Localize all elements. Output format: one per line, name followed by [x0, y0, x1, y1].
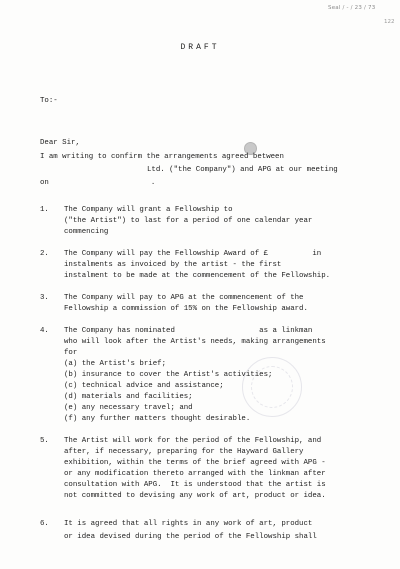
clause-4-item-f: (f) any further matters thought desirable.: [64, 415, 251, 423]
clause-2-line-3: instalment to be made at the commencement of the Fellowship.: [64, 272, 331, 280]
clause-4-line-2: who will look after the Artist's needs, making arrangements: [64, 338, 326, 346]
intro-line-3: on .: [40, 179, 156, 187]
clause-4-item-c: (c) technical advice and assistance;: [64, 382, 224, 390]
clause-5-line-1: The Artist will work for the period of the Fellowship, and: [64, 437, 322, 445]
clause-5-line-2: after, if necessary, preparing for the Hayward Gallery: [64, 448, 304, 456]
clause-4-item-d: (d) materials and facilities;: [64, 393, 193, 401]
clause-5-number: 5.: [40, 437, 49, 445]
clause-3-line-1: The Company will pay to APG at the commencement of the: [64, 294, 304, 302]
clause-5-line-3: exhibition, within the terms of the brief agreed with APG -: [64, 459, 326, 467]
clause-1-line-1: The Company will grant a Fellowship to: [64, 206, 233, 214]
clause-6-number: 6.: [40, 520, 49, 528]
clause-4-line-3: for: [64, 349, 78, 357]
clause-6-line-1: It is agreed that all rights in any work of art, product: [64, 520, 313, 528]
clause-5-line-5: consultation with APG. It is understood that the artist is: [64, 481, 326, 489]
salutation: Dear Sir,: [40, 139, 80, 147]
intro-line-2: Ltd. ("the Company") and APG at our meeting: [147, 166, 338, 174]
clause-2-number: 2.: [40, 250, 49, 258]
archive-reference: Seal / - / 23 / 73: [328, 5, 376, 11]
clause-1-line-2: ("the Artist") to last for a period of one calendar year: [64, 217, 313, 225]
clause-3-number: 3.: [40, 294, 49, 302]
clause-4-item-a: (a) the Artist's brief;: [64, 360, 167, 368]
clause-6-line-2: or idea devised during the period of the Fellowship shall: [64, 533, 317, 541]
clause-4-item-e: (e) any necessary travel; and: [64, 404, 193, 412]
clause-4-item-b: (b) insurance to cover the Artist's activities;: [64, 371, 273, 379]
clause-3-line-2: Fellowship a commission of 15% on the Fellowship award.: [64, 305, 308, 313]
clause-2-line-1: The Company will pay the Fellowship Award of £ in: [64, 250, 322, 258]
faint-stamp: [242, 357, 302, 417]
clause-5-line-4: or any modification thereto arranged with the linkman after: [64, 470, 326, 478]
to-label: To:-: [40, 97, 58, 105]
draft-title: DRAFT: [180, 43, 220, 52]
intro-line-1: I am writing to confirm the arrangements agreed between: [40, 153, 284, 161]
clause-5-line-6: not committed to devising any work of art, product or idea.: [64, 492, 326, 500]
clause-2-line-2: instalments as invoiced by the artist - the first: [64, 261, 282, 269]
clause-1-line-3: commencing: [64, 228, 109, 236]
clause-4-line-1: The Company has nominated as a linkman: [64, 327, 313, 335]
clause-4-number: 4.: [40, 327, 49, 335]
clause-1-number: 1.: [40, 206, 49, 214]
corner-number: 122: [384, 19, 395, 25]
